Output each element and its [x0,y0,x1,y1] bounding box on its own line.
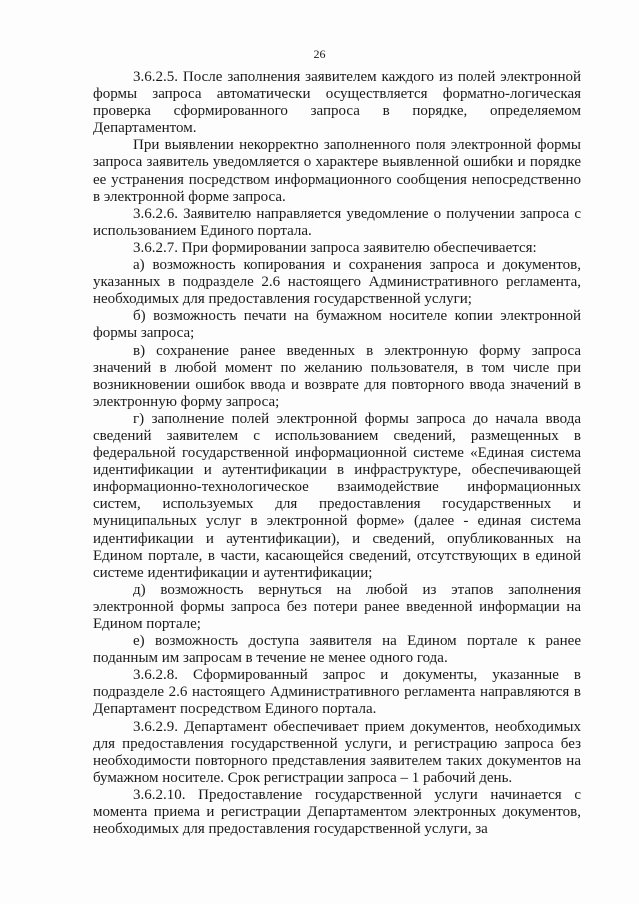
list-item-e: е) возможность доступа заявителя на Едином портале к ранее поданным им запросам в течение не менее одного года. [93,633,581,667]
page-number: 26 [313,47,326,61]
list-item-d: д) возможность вернуться на любой из этапов заполнения электронной формы запроса без потери ранее введенной информации на Едином портале; [93,581,581,632]
document-body [93,69,581,838]
paragraph-3-6-2-9: 3.6.2.9. Департамент обеспечивает прием документов, необходимых для предоставления государственной услуги, и регистрацию запроса без необходимости повторного представления заявителем таких документов на бумажном носителе. Срок регистрации запроса – 1 рабочий день. [93,718,581,786]
list-item-g: г) заполнение полей электронной формы запроса до начала ввода сведений заявителем с использованием сведений, размещенных в федеральной государственной информационной системе «Единая система идентификации и аутентификации в инфраструктуре, обеспечивающей информационно-технологическое взаимодействие информационных систем, используемых для предоставления государственных и муниципальных услуг в электронной форме» (далее - единая система идентификации и аутентификации), и сведений, опубликованных на Едином портале, в части, касающейся сведений, отсутствующих в единой системе идентификации и аутентификации; [93,410,581,581]
paragraph-3-6-2-6: 3.6.2.6. Заявителю направляется уведомление о получении запроса с использованием Единого портала. [93,205,581,239]
paragraph-3-6-2-7: 3.6.2.7. При формировании запроса заявителю обеспечивается: [133,239,537,256]
list-item-b: б) возможность печати на бумажном носителе копии электронной формы запроса; [93,308,581,342]
list-item-a: а) возможность копирования и сохранения запроса и документов, указанных в подразделе 2.6 настоящего Административного регламента, необходимых для предоставления государственной услуги; [93,257,581,308]
paragraph-3-6-2-8: 3.6.2.8. Сформированный запрос и документы, указанные в подразделе 2.6 настоящего Административного регламента направляются в Департамент посредством Единого портала. [93,667,581,718]
list-item-v: в) сохранение ранее введенных в электронную форму запроса значений в любой момент по желанию пользователя, в том числе при возникновении ошибок ввода и возврате для повторного ввода значений в электронную форму запроса; [93,342,581,410]
paragraph-incorrect-field: При выявлении некорректно заполненного поля электронной формы запроса заявитель уведомляется о характере выявленной ошибки и порядке ее устранения посредством информационного сообщения непосредственно в электронной форме запроса. [93,137,581,205]
paragraph-3-6-2-10: 3.6.2.10. Предоставление государственной услуги начинается с момента приема и регистрации Департаментом электронных документов, необходимых для предоставления государственной услуги, за [93,786,581,838]
paragraph-3-6-2-5: 3.6.2.5. После заполнения заявителем каждого из полей электронной формы запроса автоматически осуществляется форматно-логическая проверка сформированного запроса в порядке, определяемом Департаментом. [93,69,581,137]
